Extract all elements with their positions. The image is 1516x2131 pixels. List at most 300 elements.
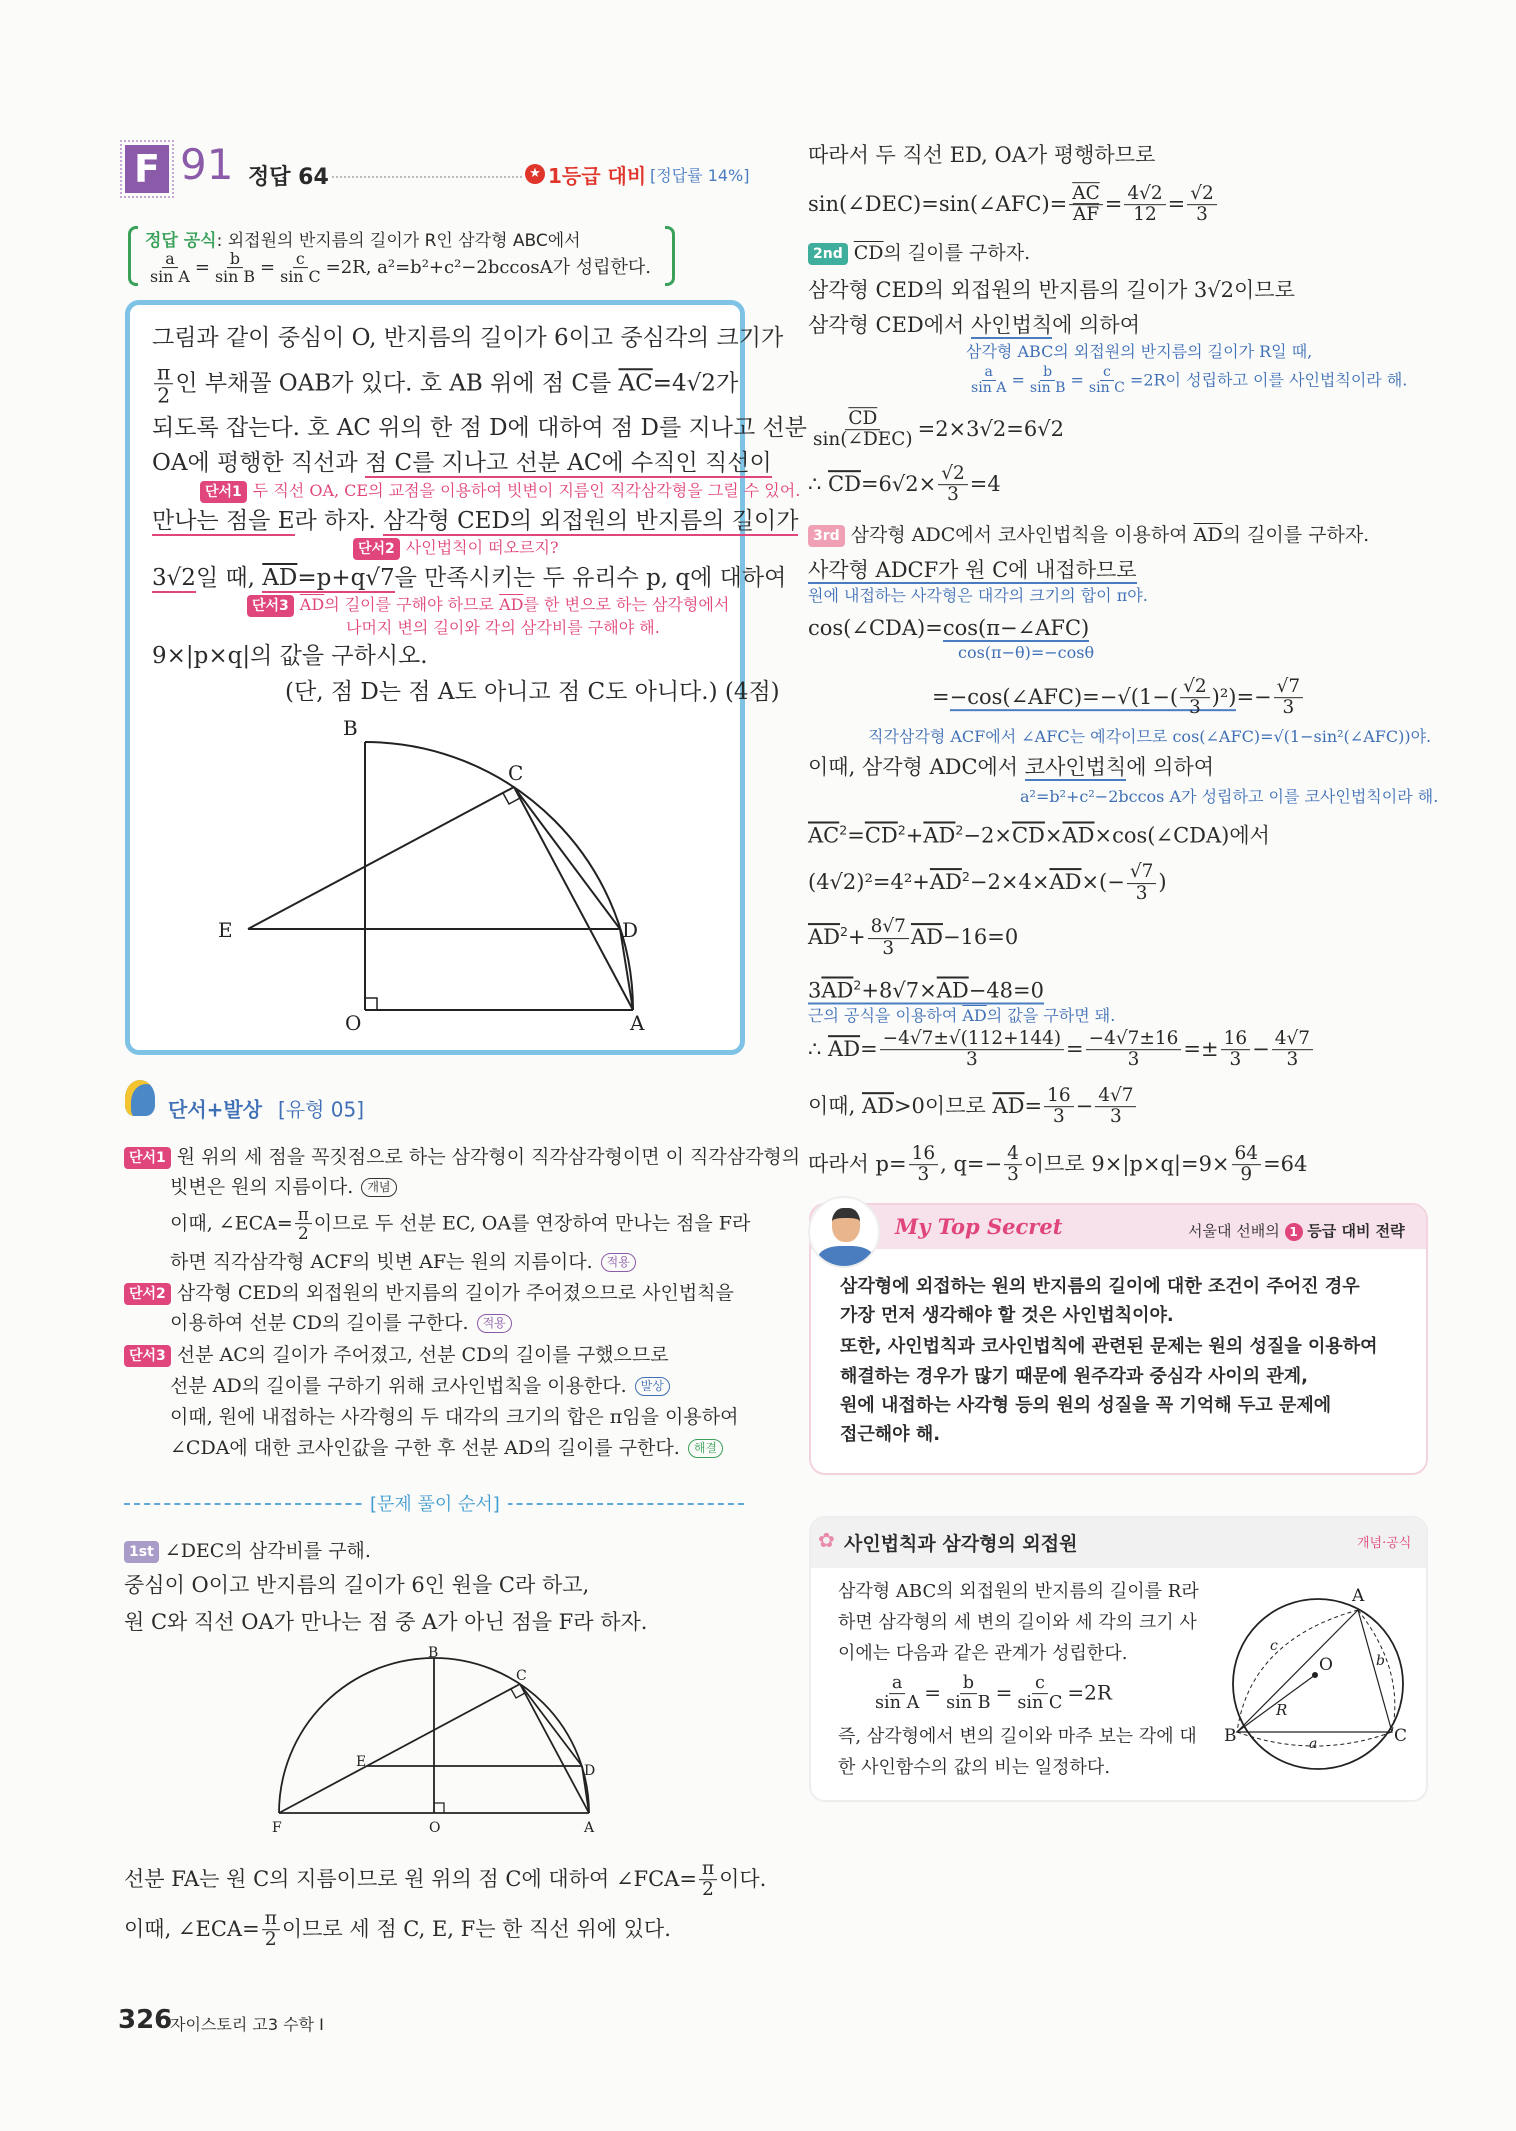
fraction-numerator xyxy=(262,1909,280,1930)
math-text: 8√7 xyxy=(870,916,906,938)
math-text: 따라서 두 직선 ED, OA가 평행하므로 xyxy=(808,143,1156,167)
math-text: cos(∠CDA)= xyxy=(808,616,943,640)
fraction-denominator xyxy=(1280,699,1298,719)
solution-diagram xyxy=(265,1645,610,1845)
label-O: O xyxy=(345,1011,362,1035)
math-text: =p+q√7 xyxy=(297,565,395,591)
segment-name: $\overline{AD}$ xyxy=(929,870,962,895)
math-text: 3 xyxy=(1286,1049,1299,1071)
math-text: 이므로 9×|p×q|=9× xyxy=(1023,1152,1230,1176)
math-text: )²) xyxy=(1211,685,1237,709)
fraction xyxy=(1274,677,1304,719)
note xyxy=(808,1001,1115,1031)
step-badge: 2nd xyxy=(808,243,848,265)
segment-name: $\overline{AD}$ xyxy=(992,1094,1025,1118)
segment-name: $\overline{CD}$ xyxy=(1011,823,1045,848)
fraction xyxy=(277,250,324,286)
fraction-numerator xyxy=(154,361,173,384)
math-text: =4 xyxy=(969,472,1001,496)
math-text: −4√7±16 xyxy=(1088,1028,1179,1050)
math-text: 3 xyxy=(1196,204,1208,226)
math-text: =− xyxy=(1236,685,1272,709)
fraction xyxy=(154,361,173,407)
step-badge: 3rd xyxy=(808,525,845,547)
segment-name: $\overline{AD}$ xyxy=(299,595,325,614)
fraction-denominator xyxy=(1070,206,1102,226)
label-C: C xyxy=(508,761,524,785)
fraction xyxy=(868,917,909,959)
math-text: (4√2)²=4²+ xyxy=(808,870,930,895)
concept-line xyxy=(838,1608,1197,1638)
math-text: sin A xyxy=(971,380,1007,397)
segment-name: $\overline{AC}$ xyxy=(618,370,653,397)
fraction xyxy=(1014,1674,1065,1714)
segment-CD xyxy=(520,1684,582,1766)
math-text: 3 xyxy=(1135,882,1148,904)
fraction-numerator xyxy=(868,917,909,938)
concept-line xyxy=(838,1577,1199,1607)
math-text: ∠DEC의 삼각비를 구해. xyxy=(164,1540,371,1562)
fraction xyxy=(968,365,1009,397)
solution-line xyxy=(808,917,1018,959)
math-text: 한 사인함수의 값의 비는 일정하다. xyxy=(838,1757,1111,1778)
solution-line xyxy=(808,464,1001,506)
math-text: 3 xyxy=(917,1164,930,1186)
math-text: −2× xyxy=(963,823,1012,848)
fraction-numerator xyxy=(960,1674,977,1694)
math-text: >0이므로 xyxy=(893,1094,993,1118)
problem-diagram xyxy=(200,715,660,1045)
math-text: = xyxy=(860,1037,878,1061)
math-text: 삼각형 CED의 외접원의 반지름의 길이가 xyxy=(383,508,799,534)
math-text: =4√2가 xyxy=(652,370,739,397)
math-text: 9×|p×q|의 값을 구하시오. xyxy=(152,643,428,669)
fraction-denominator xyxy=(963,1051,981,1071)
secret-sub1: 서울대 선배의 xyxy=(1188,1222,1280,1240)
segment-name: $\overline{AD}$ xyxy=(828,1037,861,1061)
math-text: 이때, 원에 내접하는 사각형의 두 대각의 크기의 합은 π임을 이용하여 xyxy=(170,1406,739,1428)
fraction xyxy=(699,1859,717,1901)
note xyxy=(958,638,1094,668)
fraction-denominator xyxy=(1107,1108,1125,1128)
tag-idea: 발상 xyxy=(635,1377,670,1396)
math-text: −2×4× xyxy=(969,870,1050,895)
segment-name: $\overline{CD}$ xyxy=(848,408,878,430)
tip-3-line xyxy=(170,1433,723,1463)
segment-name: $\overline{AC}$ xyxy=(1072,183,1100,205)
math-text: ∴ xyxy=(808,1037,829,1061)
math-text: sin(∠DEC)=sin(∠AFC)= xyxy=(808,192,1068,216)
tag-apply: 적용 xyxy=(477,1314,512,1333)
math-text: =2R이 성립하고 이를 사인법칙이라 해. xyxy=(1129,370,1408,390)
math-text: = xyxy=(1167,192,1186,216)
page-number: 326 xyxy=(118,2005,173,2035)
fraction xyxy=(1272,1029,1313,1071)
fraction-numerator xyxy=(1124,184,1165,205)
math-text: = xyxy=(1104,192,1123,216)
math-text: 3 xyxy=(1007,1164,1019,1186)
math-text: =2×3√2=6√2 xyxy=(917,417,1064,441)
math-text: = xyxy=(932,685,950,709)
math-text: =± xyxy=(1183,1037,1219,1061)
secret-line: 또한, 사인법칙과 코사인법칙에 관련된 문제는 원의 성질을 이용하여 xyxy=(840,1336,1378,1357)
math-text: 12 xyxy=(1133,204,1157,226)
tip-1-line xyxy=(170,1205,750,1243)
solution-line xyxy=(808,1029,1315,1071)
concept-line xyxy=(838,1639,1127,1669)
underlined-clue xyxy=(383,508,798,536)
math-text: sin B xyxy=(1029,380,1066,397)
problem-line xyxy=(152,323,783,353)
dotted-leader xyxy=(332,176,522,178)
math-text: 4 xyxy=(1007,1143,1019,1165)
avatar xyxy=(808,1196,880,1268)
fraction-numerator xyxy=(1004,1144,1022,1165)
segment-name: $\overline{CD}$ xyxy=(864,823,898,848)
math-text: 원 위의 세 점을 꼭짓점으로 하는 삼각형이 직각삼각형이면 이 직각삼각형의 xyxy=(176,1146,801,1168)
secret-line: 원에 내접하는 사각형 등의 원의 성질을 꼭 기억해 두고 문제에 xyxy=(840,1395,1332,1416)
fraction xyxy=(262,1909,280,1951)
hint-text xyxy=(253,481,800,500)
segment-name: $\overline{AD}$ xyxy=(499,595,524,614)
math-text: = xyxy=(259,257,276,278)
math-text: 3 xyxy=(1229,1049,1242,1071)
hint-text xyxy=(300,595,730,614)
fraction-numerator xyxy=(938,464,968,485)
math-text: 빗변은 원의 지름이다. xyxy=(170,1176,354,1198)
fraction xyxy=(909,1144,939,1186)
fraction xyxy=(1027,365,1069,397)
math-text: 이용하여 선분 CD의 길이를 구한다. xyxy=(170,1312,469,1334)
math-text: 삼각형 CED에서 xyxy=(808,313,972,337)
problem-line xyxy=(152,641,428,671)
fraction-numerator xyxy=(1069,184,1102,205)
fraction xyxy=(938,464,968,506)
label-C: C xyxy=(516,1668,527,1684)
fraction-denominator xyxy=(1186,699,1204,719)
math-text: 3 xyxy=(1282,697,1295,719)
formula-bracket-left xyxy=(128,226,138,286)
math-text: = xyxy=(995,1680,1013,1705)
underlined-clue xyxy=(365,450,772,478)
math-text: 삼각형 ABC의 외접원의 반지름의 길이를 R라 xyxy=(838,1581,1199,1602)
label-A: A xyxy=(1352,1586,1365,1606)
math-text: , q=− xyxy=(940,1152,1003,1176)
math-text: 4√7 xyxy=(1098,1085,1134,1107)
note xyxy=(868,722,1431,752)
exponent: 2 xyxy=(840,924,849,940)
fraction-numerator xyxy=(1221,1029,1251,1050)
math-text: 2 xyxy=(702,1879,714,1901)
solution-line xyxy=(808,409,1064,451)
solution-line xyxy=(808,275,1295,305)
math-text: −48=0 xyxy=(968,978,1044,1003)
solution-line xyxy=(124,1909,671,1951)
math-text: b xyxy=(1043,364,1053,381)
fraction-numerator xyxy=(1040,365,1055,381)
math-text: sin B xyxy=(946,1693,991,1714)
solution-line xyxy=(808,140,1155,170)
math-text: = xyxy=(1011,370,1025,390)
fraction-denominator xyxy=(943,1695,994,1714)
label-b: b xyxy=(1376,1653,1385,1669)
fraction-numerator xyxy=(293,250,308,268)
tip-1-line xyxy=(170,1247,636,1277)
math-text: + xyxy=(848,925,866,950)
fraction xyxy=(872,1674,922,1714)
segment-CA xyxy=(514,787,633,1010)
formula-title xyxy=(145,226,581,251)
fraction xyxy=(943,1674,994,1714)
segment-name: $\overline{CD}$ xyxy=(828,472,861,496)
solution-line xyxy=(808,862,1167,904)
fraction xyxy=(1086,365,1128,397)
math-text: 3 xyxy=(808,978,822,1003)
label-E: E xyxy=(218,918,233,942)
math-text: 삼각형 CED의 외접원의 반지름의 길이가 주어졌으므로 사인법칙을 xyxy=(176,1282,734,1304)
math-text: × xyxy=(1044,823,1063,848)
math-text: 2 xyxy=(157,383,171,408)
step-1-title xyxy=(124,1536,371,1566)
fraction-denominator xyxy=(1133,884,1151,904)
math-text: √2 xyxy=(941,463,965,485)
underlined-term xyxy=(971,313,1052,339)
math-text: 원에 내접하는 사각형은 대각의 크기의 합이 π야. xyxy=(808,586,1148,605)
math-text: sin(∠DEC) xyxy=(813,429,913,451)
concept-title: 사인법칙과 삼각형의 외접원 xyxy=(844,1533,1078,1555)
math-text: OA에 평행한 직선과 xyxy=(152,450,365,476)
tips-type: [유형 05] xyxy=(278,1097,365,1122)
star-icon: ★ xyxy=(525,164,545,184)
exponent: 2 xyxy=(961,869,970,885)
label-a: a xyxy=(1309,1736,1318,1752)
segment-name: $\overline{AD}$ xyxy=(1193,524,1223,546)
fraction-numerator xyxy=(1232,1144,1262,1165)
label-B: B xyxy=(343,716,358,740)
fraction-denominator xyxy=(1027,382,1069,397)
math-text: 되도록 잡는다. 호 AC 위의 한 점 D에 대하여 점 D를 지나고 선분 xyxy=(152,415,807,441)
math-text: −4√7±√(112+144) xyxy=(882,1028,1062,1050)
tip-3-line xyxy=(170,1402,738,1432)
math-text: = xyxy=(1024,1094,1043,1118)
exponent: 2 xyxy=(853,977,862,993)
fraction-numerator xyxy=(845,409,880,430)
fraction-denominator xyxy=(277,269,324,286)
math-text: 3 xyxy=(1188,697,1201,719)
fraction-denominator xyxy=(810,431,916,451)
fraction xyxy=(1221,1029,1251,1071)
label-B: B xyxy=(1224,1726,1237,1746)
note xyxy=(966,337,1312,367)
fraction xyxy=(1044,1086,1074,1128)
math-text: 3 xyxy=(882,937,895,959)
secret-subtitle xyxy=(1188,1220,1405,1241)
book-title: 자이스토리 고3 수학 I xyxy=(170,2015,324,2034)
fraction-denominator xyxy=(944,486,962,506)
math-text: 라 하자. xyxy=(294,508,384,534)
fraction-numerator xyxy=(1100,365,1114,381)
solution-line xyxy=(932,677,1305,719)
math-text: =2R xyxy=(1067,1680,1112,1705)
underlined-clue xyxy=(262,565,394,593)
fraction-denominator xyxy=(1014,1695,1065,1714)
math-text: 이때, 삼각형 ADC에서 xyxy=(808,755,1025,779)
circumcircle-diagram xyxy=(1220,1585,1420,1785)
math-text: 3 xyxy=(1109,1106,1122,1128)
math-text: −16=0 xyxy=(942,925,1019,950)
label-C: C xyxy=(1394,1726,1408,1746)
math-text: = xyxy=(847,823,865,848)
grade-label: 1등급 대비 xyxy=(548,164,647,188)
solution-line xyxy=(808,1086,1138,1128)
math-text: cos(π−∠AFC) xyxy=(942,616,1090,640)
problem-line xyxy=(152,563,786,593)
label-c: c xyxy=(1270,1638,1278,1654)
formula-text: : 외접원의 반지름의 길이가 R인 삼각형 ABC에서 xyxy=(216,231,581,251)
secret-line: 삼각형에 외접하는 원의 반지름의 길이에 대한 조건이 주어진 경우 xyxy=(840,1276,1360,1297)
math-text: 을 만족시키는 두 유리수 p, q에 대하여 xyxy=(394,565,787,591)
math-text: 에 의하여 xyxy=(1052,313,1140,337)
math-text: 일 때, xyxy=(195,565,263,591)
math-text: 이때, ∠ECA= xyxy=(124,1917,260,1941)
fraction xyxy=(212,250,258,286)
underlined-clue xyxy=(152,565,196,593)
hint-3-line2: 나머지 변의 길이와 각의 삼각비를 구해야 해. xyxy=(346,618,660,637)
math-text: − xyxy=(1252,1037,1270,1061)
math-text: sin C xyxy=(1017,1693,1063,1714)
segment-name: $\overline{AD}$ xyxy=(861,1094,894,1118)
exponent: 2 xyxy=(955,822,964,838)
math-text: ∠CDA에 대한 코사인값을 구한 후 선분 AD의 길이를 구한다. xyxy=(170,1437,680,1459)
solution-line xyxy=(808,310,1140,340)
math-text: 직각삼각형 ACF에서 ∠AFC는 예각이므로 cos(∠AFC)=√(1−sin²(∠AFC))야. xyxy=(868,727,1432,746)
correct-rate: [정답률 14%] xyxy=(650,166,750,185)
solution-line xyxy=(808,752,1214,782)
fraction xyxy=(1124,184,1165,226)
fraction xyxy=(880,1029,1064,1071)
math-text: 의 길이를 구하자. xyxy=(1222,524,1370,546)
grade-one-icon: 1 xyxy=(1285,1223,1303,1241)
label-B: B xyxy=(428,1645,439,1661)
step-3-title xyxy=(808,520,1369,550)
note xyxy=(966,365,1407,397)
fraction xyxy=(1232,1144,1262,1186)
segment-name: $\overline{AD}$ xyxy=(936,978,969,1003)
tip-3-line xyxy=(170,1371,670,1401)
tip-badge: 단서2 xyxy=(124,1283,171,1305)
segment-name: $\overline{AD}$ xyxy=(962,1006,987,1025)
tips-title: 단서+발상 xyxy=(168,1097,263,1122)
math-text: 3 xyxy=(1052,1106,1065,1128)
problem-badge: F xyxy=(125,145,169,193)
math-text: + xyxy=(905,823,924,848)
math-text: 하면 직각삼각형 ACF의 빗변 AF는 원의 지름이다. xyxy=(170,1251,593,1273)
math-text: sin A xyxy=(150,267,190,287)
math-text: a²=b²+c²−2bccos A가 성립하고 이를 코사인법칙이라 해. xyxy=(1020,787,1439,806)
tip-1-line xyxy=(124,1142,800,1172)
math-text: c xyxy=(1102,364,1111,381)
fraction xyxy=(1095,1086,1136,1128)
math-text: +8√7× xyxy=(861,978,937,1003)
segment-CA xyxy=(520,1684,589,1813)
math-text: 16 xyxy=(911,1143,936,1165)
fraction-numerator xyxy=(1095,1086,1136,1107)
solution-line xyxy=(808,816,1270,851)
math-text: (단, 점 D는 점 A도 아니고 점 C도 아니다.) (4점) xyxy=(285,679,780,705)
exponent: 2 xyxy=(839,822,848,838)
math-text: ) xyxy=(1158,870,1167,895)
underlined-clue xyxy=(152,508,295,536)
fraction-denominator xyxy=(1237,1166,1255,1186)
math-text: √2 xyxy=(1183,676,1207,698)
math-text: 인 부채꼴 OAB가 있다. 호 AB 위에 점 C를 xyxy=(175,370,619,397)
math-text: π xyxy=(701,1858,715,1880)
math-text: 이때, ∠ECA= xyxy=(170,1212,293,1235)
math-text: 16 xyxy=(1223,1028,1248,1050)
math-text: 원 C와 직선 OA가 만나는 점 중 A가 아닌 점을 F라 하자. xyxy=(124,1610,648,1634)
tip-3-line xyxy=(124,1340,669,1370)
label-F: F xyxy=(272,1820,282,1836)
tip-1-line xyxy=(170,1172,397,1202)
math-text: 코사인법칙 xyxy=(1024,755,1127,779)
lightbulb-head-icon xyxy=(125,1080,155,1116)
math-text: 의 길이를 구해야 하므로 xyxy=(324,595,500,614)
right-angle-mark xyxy=(365,998,377,1010)
secret-title: My Top Secret xyxy=(895,1214,1063,1239)
solution-order-title: [문제 풀이 순서] xyxy=(362,1490,508,1516)
math-text: 64 xyxy=(1234,1143,1259,1165)
fraction-numerator xyxy=(1044,1086,1074,1107)
math-text: π xyxy=(297,1204,309,1225)
segment-name: $\overline{CD}$ xyxy=(853,242,884,264)
math-text: a xyxy=(165,249,175,269)
fraction xyxy=(1180,677,1210,719)
segment-name: $\overline{AD}$ xyxy=(1062,823,1095,848)
fraction-numerator xyxy=(1127,862,1157,883)
fraction-denominator xyxy=(968,382,1009,397)
fraction-denominator xyxy=(212,269,258,286)
problem-line xyxy=(152,361,738,407)
math-text: 근의 공식을 이용하여 xyxy=(808,1006,963,1025)
label-A: A xyxy=(584,1820,595,1836)
concept-line xyxy=(838,1753,1110,1783)
segment-name: $\overline{AD}$ xyxy=(923,823,956,848)
formula-equation xyxy=(145,250,651,286)
math-text: b xyxy=(962,1673,974,1694)
segment-name: $\overline{AD}$ xyxy=(910,925,943,950)
solution-line xyxy=(808,184,1219,226)
hint-text xyxy=(406,538,559,557)
fraction-numerator xyxy=(227,250,243,268)
segment-name: $\overline{AC}$ xyxy=(808,823,840,848)
segment-name: AF xyxy=(1072,204,1100,226)
label-E: E xyxy=(356,1754,367,1770)
math-text: √7 xyxy=(1129,861,1154,883)
formula-bracket-right xyxy=(665,226,675,286)
math-text: 만나는 점을 E xyxy=(152,508,295,534)
fraction-denominator xyxy=(1130,206,1160,226)
answer-label: 정답 64 xyxy=(248,165,329,190)
math-text: a xyxy=(984,364,993,381)
math-text: 2 xyxy=(297,1223,309,1244)
flower-icon: ✿ xyxy=(818,1528,835,1552)
step-badge: 1st xyxy=(124,1541,159,1563)
fraction xyxy=(1004,1144,1022,1186)
math-text: 에 의하여 xyxy=(1126,755,1215,779)
concept-tag: 개념·공식 xyxy=(1357,1536,1412,1551)
math-text: π xyxy=(157,360,171,385)
math-text: = xyxy=(1070,370,1084,390)
